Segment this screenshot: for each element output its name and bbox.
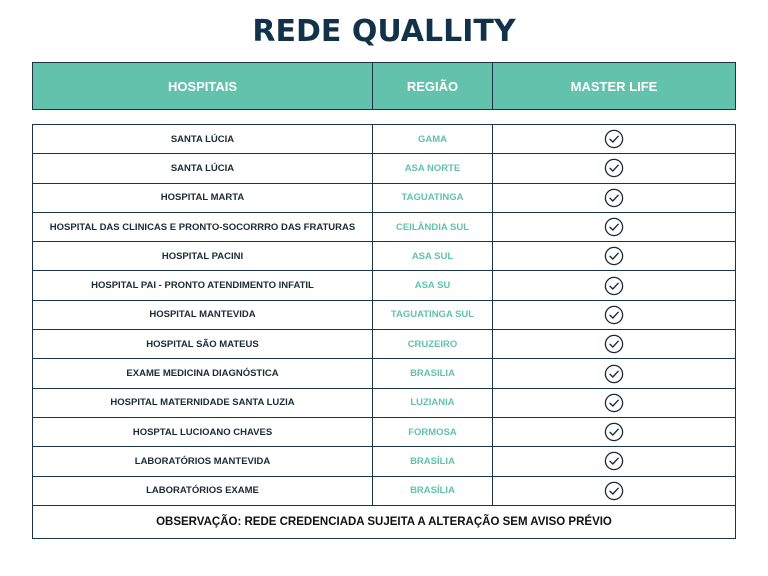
table-row [33, 271, 735, 300]
hospital-name: SANTA LÚCIA [33, 154, 373, 182]
check-circle-icon [604, 158, 624, 178]
table-row [33, 477, 735, 506]
header-hospitals: HOSPITAIS [33, 63, 373, 109]
check-circle-icon [604, 217, 624, 237]
master-life-cell [493, 330, 735, 358]
table-row [33, 154, 735, 183]
hospital-region: ASA NORTE [373, 154, 493, 182]
table-row [33, 359, 735, 388]
check-circle-icon [604, 188, 624, 208]
table-row [33, 213, 735, 242]
hospital-region: GAMA [373, 125, 493, 153]
page-title: REDE QUALLITY [252, 14, 516, 49]
hospital-name: EXAME MEDICINA DIAGNÓSTICA [33, 359, 373, 387]
hospital-region: TAGUATINGA [373, 184, 493, 212]
check-circle-icon [604, 481, 624, 501]
hospital-name: HOSPTAL LUCIOANO CHAVES [33, 418, 373, 446]
table-row [33, 418, 735, 447]
check-circle-icon [604, 422, 624, 442]
hospital-region: CEILÂNDIA SUL [373, 213, 493, 241]
hospital-name: HOSPITAL DAS CLINICAS E PRONTO-SOCORRRO DAS FRATURAS [33, 213, 373, 241]
master-life-cell [493, 418, 735, 446]
master-life-cell [493, 271, 735, 299]
master-life-cell [493, 213, 735, 241]
hospital-region: BRASÍLIA [373, 477, 493, 505]
table-row [33, 125, 735, 154]
header-region: REGIÃO [373, 63, 493, 109]
master-life-cell [493, 359, 735, 387]
hospital-region: FORMOSA [373, 418, 493, 446]
table-header [32, 62, 736, 110]
hospital-name: HOSPITAL PAI - PRONTO ATENDIMENTO INFATIL [33, 271, 373, 299]
table-row [33, 447, 735, 476]
master-life-cell [493, 125, 735, 153]
hospital-region: BRASILIA [373, 359, 493, 387]
master-life-cell [493, 301, 735, 329]
check-circle-icon [604, 276, 624, 296]
check-circle-icon [604, 364, 624, 384]
check-circle-icon [604, 246, 624, 266]
hospital-region: BRASÍLIA [373, 447, 493, 475]
table-row [33, 301, 735, 330]
hospital-name: HOSPITAL MATERNIDADE SANTA LUZIA [33, 389, 373, 417]
check-circle-icon [604, 129, 624, 149]
table-row [33, 389, 735, 418]
check-circle-icon [604, 334, 624, 354]
master-life-cell [493, 184, 735, 212]
header-master-life: MASTER LIFE [570, 78, 658, 94]
check-circle-icon [604, 393, 624, 413]
master-life-cell [493, 154, 735, 182]
hospital-name: LABORATÓRIOS EXAME [33, 477, 373, 505]
hospital-region: TAGUATINGA SUL [373, 301, 493, 329]
master-life-cell [493, 389, 735, 417]
hospital-region: ASA SU [373, 271, 493, 299]
check-circle-icon [604, 305, 624, 325]
hospital-name: HOSPITAL MARTA [33, 184, 373, 212]
hospital-region: CRUZEIRO [373, 330, 493, 358]
observation-note: OBSERVAÇÃO: REDE CREDENCIADA SUJEITA A ALTERAÇÃO SEM AVISO PRÉVIO [156, 515, 612, 528]
hospital-table [32, 124, 736, 539]
master-life-cell [493, 477, 735, 505]
table-row [33, 242, 735, 271]
hospital-region: LUZIANIA [373, 389, 493, 417]
table-row [33, 184, 735, 213]
hospital-name: HOSPITAL MANTEVIDA [33, 301, 373, 329]
master-life-cell [493, 447, 735, 475]
hospital-name: HOSPITAL SÃO MATEUS [33, 330, 373, 358]
hospital-region: ASA SUL [373, 242, 493, 270]
hospital-name: SANTA LÚCIA [33, 125, 373, 153]
hospital-name: LABORATÓRIOS MANTEVIDA [33, 447, 373, 475]
check-circle-icon [604, 451, 624, 471]
hospital-name: HOSPITAL PACINI [33, 242, 373, 270]
master-life-cell [493, 242, 735, 270]
table-row [33, 330, 735, 359]
